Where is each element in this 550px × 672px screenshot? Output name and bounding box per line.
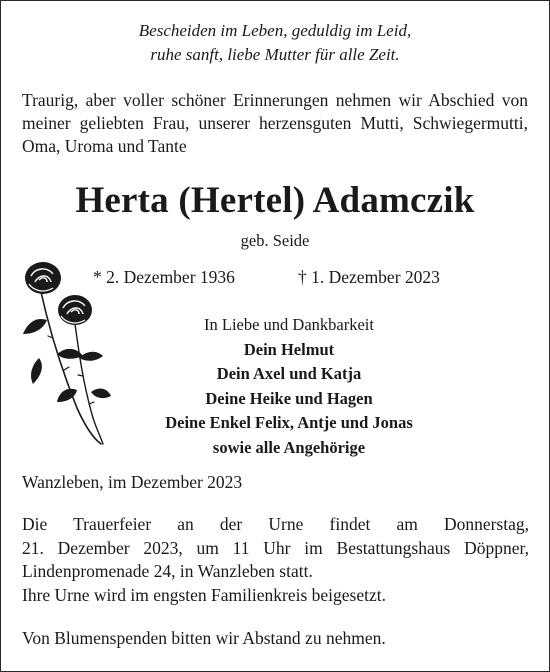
intro-text: Traurig, aber voller schöner Erinnerungen nehmen wir Abschied von meiner geliebten Frau, unserer herzensguten Mutti, Schwiegermutti, Oma, Uroma und Tante: [22, 90, 528, 156]
deceased-name: Herta (Hertel) Adamczik: [75, 180, 475, 221]
mourner-name: Deine Enkel Felix, Antje und Jonas: [165, 413, 413, 432]
motto-verse: [1, 19, 549, 67]
mourners-heading: In Liebe und Dankbarkeit: [204, 315, 374, 334]
flowers-note: Von Blumenspenden bitten wir Abstand zu nehmen.: [22, 628, 386, 648]
ceremony-line-3: Lindenpromenade 24, in Wanzleben statt.: [22, 561, 313, 581]
mourner-name: sowie alle Angehörige: [212, 437, 366, 457]
motto-line-2: ruhe sanft, liebe Mutter für alle Zeit.: [150, 45, 400, 64]
mourner-name: Deine Heike und Hagen: [205, 388, 373, 408]
motto-line-1: Bescheiden im Leben, geduldig im Leid,: [138, 21, 412, 40]
mourner-name: Dein Axel und Katja: [216, 364, 362, 383]
death-date: † 1. Dezember 2023: [298, 267, 440, 287]
maiden-name: geb. Seide: [240, 231, 310, 250]
birth-date: * 2. Dezember 1936: [93, 267, 235, 287]
ceremony-line-1: Die Trauerfeier an der Urne findet am Donnerstag,: [22, 514, 529, 534]
mourner-name: Dein Helmut: [243, 339, 335, 359]
ceremony-line-2: 21. Dezember 2023, um 11 Uhr im Bestattungshaus Döppner,: [22, 537, 529, 558]
ceremony-notice: [22, 513, 529, 607]
ceremony-line-4: Ihre Urne wird im engsten Familienkreis beigesetzt.: [22, 584, 386, 605]
mourners-block: [89, 313, 489, 460]
place-and-date: Wanzleben, im Dezember 2023: [22, 472, 243, 492]
